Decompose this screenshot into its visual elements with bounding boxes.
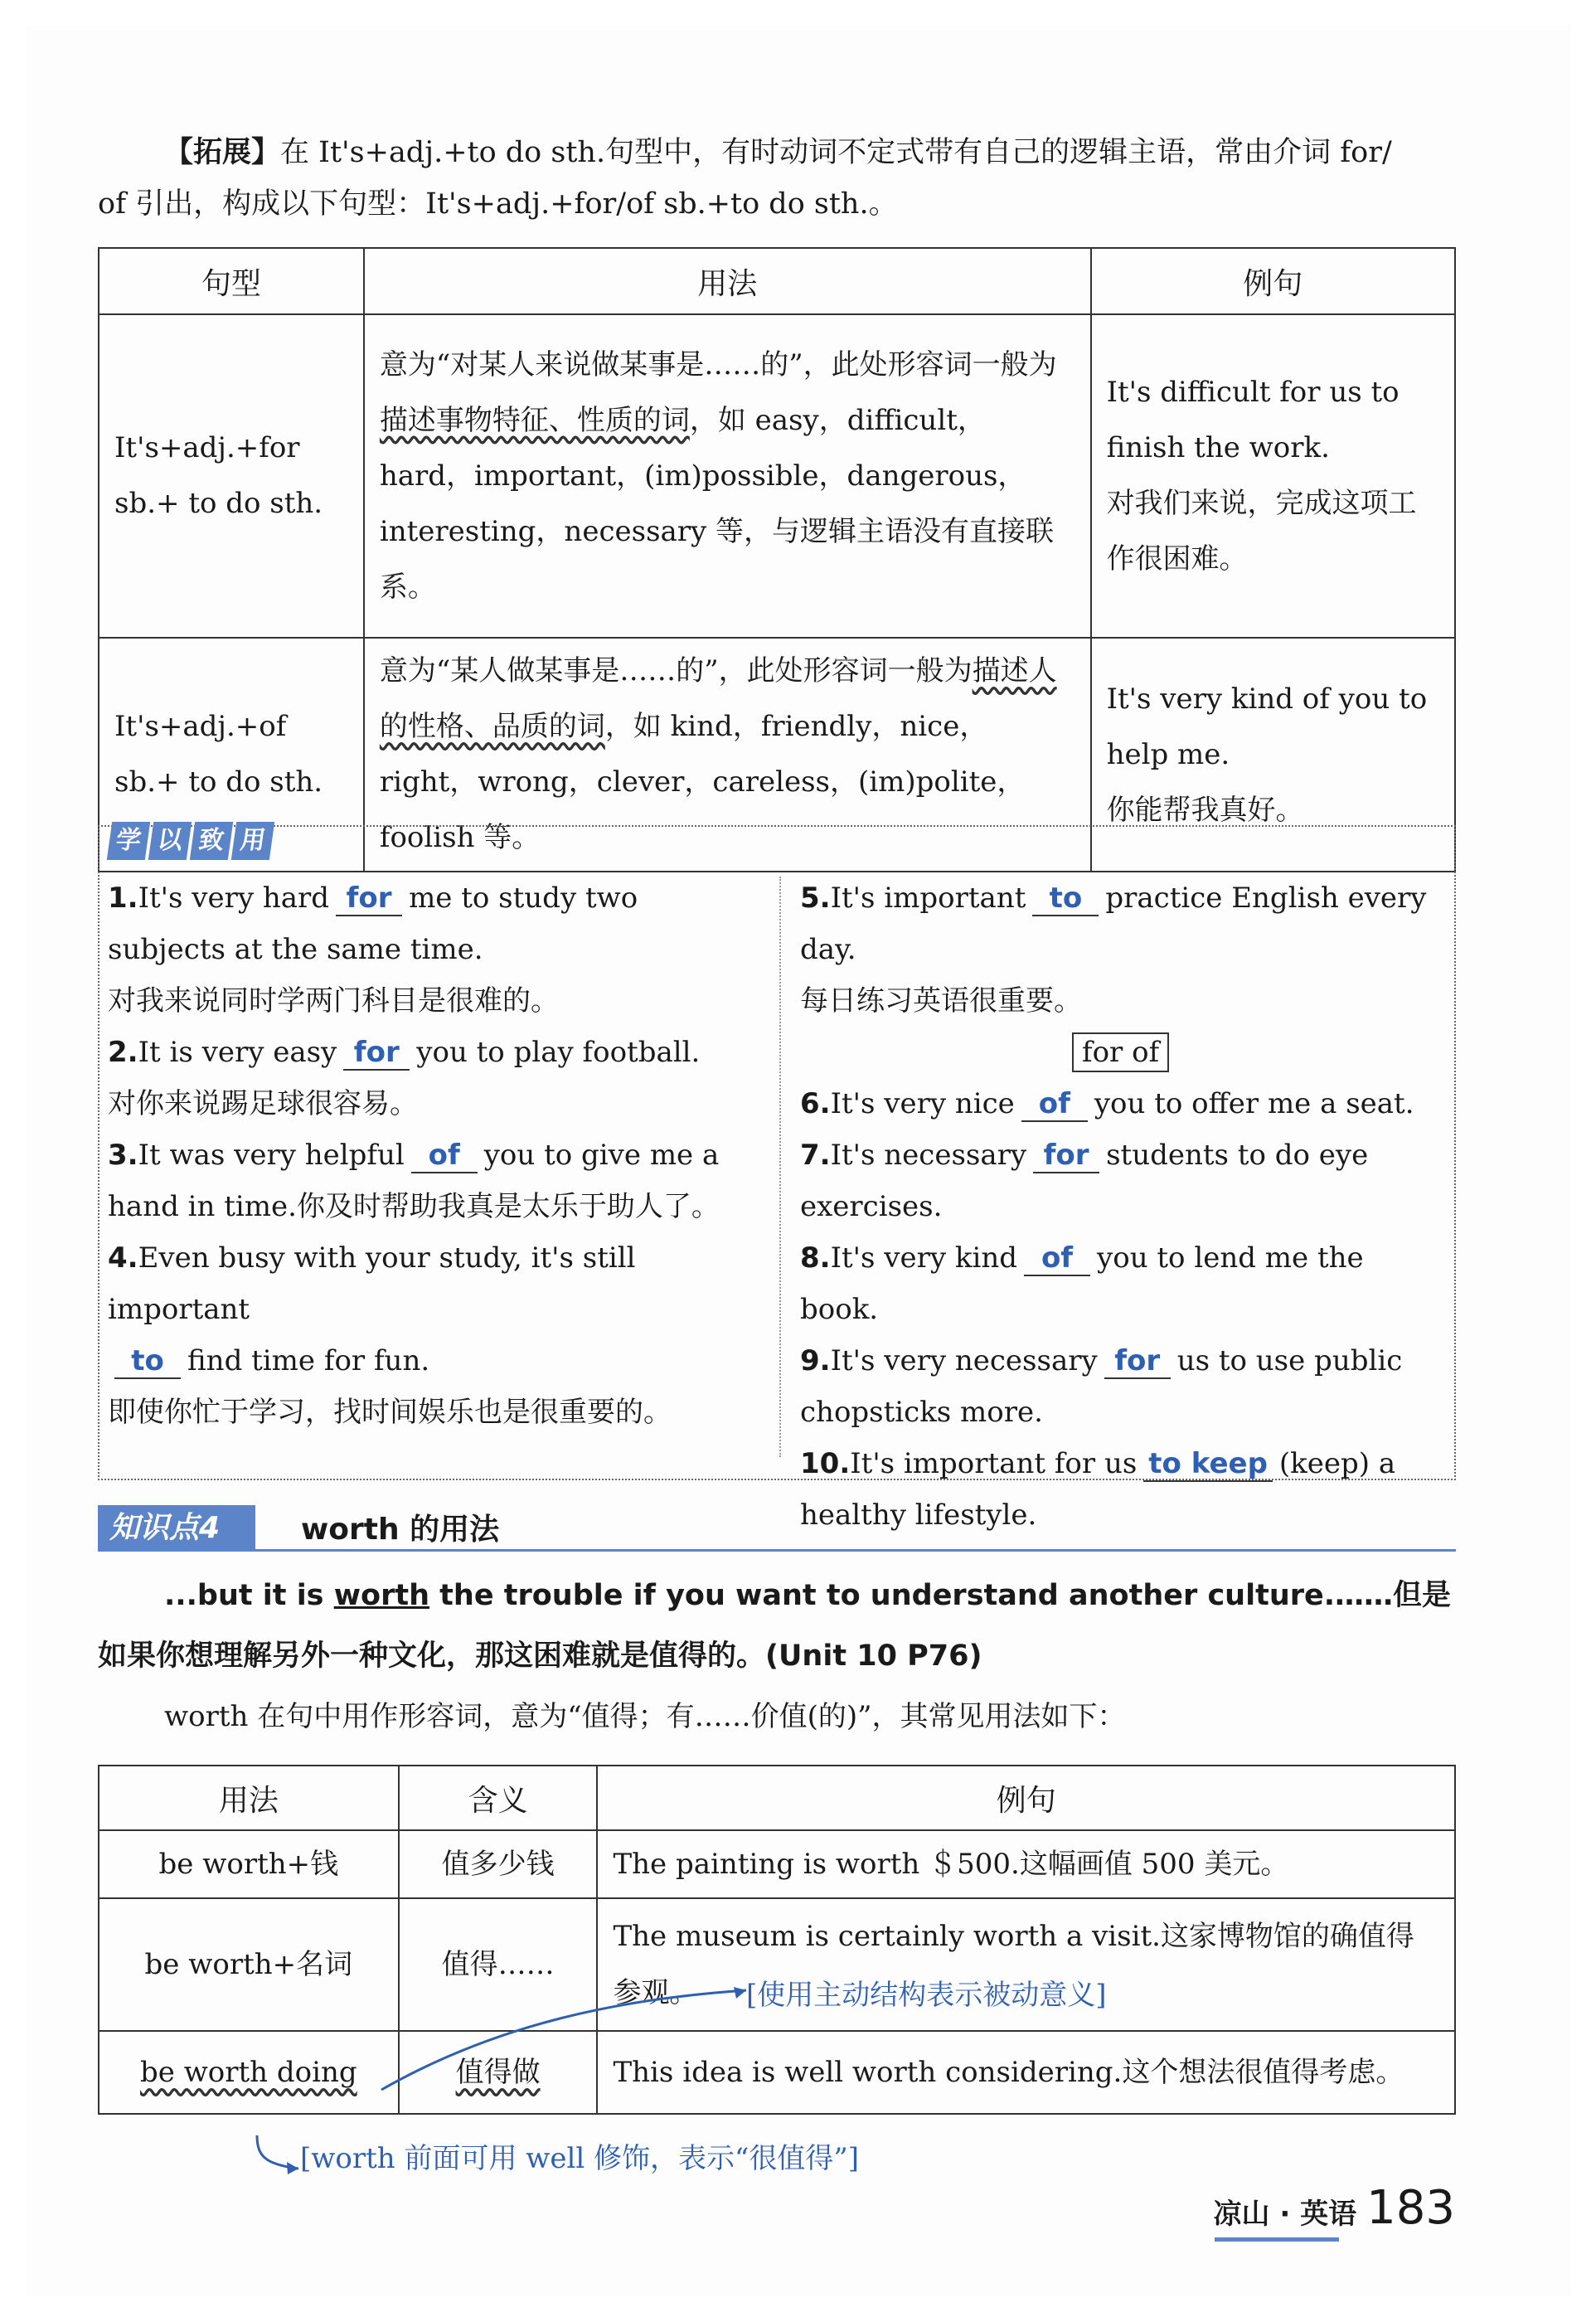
question-number: 9. bbox=[800, 1344, 831, 1377]
table-row bbox=[99, 314, 1455, 638]
exercise-right-column bbox=[800, 872, 1447, 1541]
options-box: for of bbox=[1072, 1032, 1169, 1072]
quote-keyword: worth bbox=[333, 1579, 429, 1612]
question-text: It's necessary bbox=[830, 1139, 1027, 1172]
question-number: 6. bbox=[800, 1087, 831, 1120]
arrowhead-well bbox=[287, 2162, 298, 2174]
question bbox=[800, 1335, 1447, 1438]
question-number: 3. bbox=[108, 1139, 138, 1172]
meaning-cell: 值得…… bbox=[399, 1898, 598, 2031]
intro-line1: 在 It's+adj.+to do sth.句型中，有时动词不定式带有自己的逻辑主语，常由介词 for/ bbox=[280, 136, 1392, 169]
question-number: 1. bbox=[108, 882, 138, 915]
pattern-cell: It's+adj.+of sb.+ to do sth. bbox=[99, 638, 364, 872]
answer-blank[interactable]: to bbox=[1032, 882, 1099, 916]
example-en: It's difficult for us to finish the work. bbox=[1106, 376, 1400, 464]
question-number: 7. bbox=[800, 1139, 831, 1172]
arrow-well bbox=[257, 2135, 298, 2169]
example-cell bbox=[1091, 314, 1455, 638]
answer-blank[interactable]: for bbox=[336, 882, 402, 916]
question bbox=[800, 872, 1447, 1027]
question-number: 8. bbox=[800, 1241, 831, 1275]
badge-char: 用 bbox=[231, 822, 274, 860]
question-text: you to play football. bbox=[416, 1036, 701, 1069]
page-footer bbox=[1214, 2181, 1455, 2235]
question-translation: 对你来说踢足球很容易。 bbox=[108, 1087, 418, 1120]
answer-blank[interactable]: of bbox=[411, 1139, 478, 1173]
question-number: 2. bbox=[108, 1036, 138, 1069]
options-row bbox=[800, 1027, 1447, 1078]
footer-label: 凉山 · 英语 bbox=[1213, 2198, 1357, 2231]
question-text: find time for fun. bbox=[187, 1344, 430, 1377]
question bbox=[800, 1232, 1447, 1335]
question-translation: 即使你忙于学习，找时间娱乐也是很重要的。 bbox=[108, 1396, 672, 1429]
question-text: students to do eye exercises. bbox=[800, 1139, 1369, 1223]
answer-blank[interactable]: of bbox=[1024, 1241, 1090, 1276]
table-row bbox=[99, 1830, 1455, 1898]
column-divider bbox=[779, 877, 781, 1457]
question-text: you to offer me a seat. bbox=[1094, 1087, 1414, 1120]
header-usage: 用法 bbox=[99, 1766, 399, 1830]
question-text: you to lend me the book. bbox=[800, 1241, 1364, 1326]
usage-cell: be worth+钱 bbox=[99, 1830, 399, 1898]
question-text: It was very helpful bbox=[138, 1139, 405, 1172]
textbook-quote bbox=[98, 1566, 1458, 1687]
answer-blank[interactable]: to keep bbox=[1143, 1447, 1273, 1482]
intro-line2: of 引出，构成以下句型：It's+adj.+for/of sb.+to do sth.。 bbox=[98, 187, 898, 221]
example-cell: The painting is worth ＄500.这幅画值 500 美元。 bbox=[597, 1830, 1455, 1898]
usage-text: 意为“某人做某事是……的”，此处形容词一般为 bbox=[379, 654, 973, 687]
question-translation: 对我来说同时学两门科目是很难的。 bbox=[108, 984, 559, 1018]
example-en: It's very kind of you to help me. bbox=[1106, 682, 1428, 771]
usage-emphasis: 描述事物特征、性质的词 bbox=[379, 403, 690, 437]
question-text: Even busy with your study, it's still important bbox=[108, 1241, 636, 1326]
example-cn: 你能帮我真好。 bbox=[1106, 793, 1304, 827]
header-example: 例句 bbox=[1091, 248, 1455, 314]
knowledge-point-header bbox=[98, 1505, 1456, 1552]
question-number: 5. bbox=[800, 882, 831, 915]
header-meaning: 含义 bbox=[399, 1766, 598, 1830]
knowledge-point-title: worth 的用法 bbox=[301, 1513, 500, 1547]
question-text: It's very nice bbox=[830, 1087, 1015, 1120]
usage-emphasis: 描述人的性格、品质的词 bbox=[379, 654, 1057, 743]
question-text: us to use public chopsticks more. bbox=[800, 1344, 1403, 1429]
page-number: 183 bbox=[1366, 2181, 1455, 2235]
usage-text: ，如 kind，friendly，nice，right，wrong，clever，careless，(im)polite，foolish 等。 bbox=[379, 710, 1026, 854]
meaning-cell: 值多少钱 bbox=[399, 1830, 598, 1898]
question-text: you to give me a hand in time. bbox=[108, 1139, 720, 1223]
usage-note: worth 在句中用作形容词，意为“值得；有……价值(的)”，其常见用法如下： bbox=[164, 1700, 1126, 1733]
intro-tag: 【拓展】 bbox=[164, 136, 281, 169]
annotation-passive: [使用主动结构表示被动意义] bbox=[746, 1979, 1107, 2012]
badge-char: 学 bbox=[107, 822, 150, 860]
example-cn: 对我们来说，完成这项工作很困难。 bbox=[1106, 487, 1417, 576]
question-text: It's very necessary bbox=[830, 1344, 1098, 1377]
usage-text: ，如 easy，difficult，hard，important，(im)possible，dangerous，interesting，necessary 等，与逻辑主语没有直接联系。 bbox=[379, 403, 1055, 604]
question bbox=[108, 1027, 763, 1129]
question-translation: 每日练习英语很重要。 bbox=[800, 984, 1082, 1018]
exercise-left-column bbox=[108, 872, 763, 1438]
footer-accent-line bbox=[1215, 2237, 1339, 2242]
question bbox=[800, 1078, 1447, 1129]
quote-text: ...but it is bbox=[164, 1579, 334, 1612]
exercise-badge bbox=[109, 822, 272, 860]
question-text: practice English every day. bbox=[800, 882, 1427, 966]
header-example: 例句 bbox=[597, 1766, 1455, 1830]
annotation-well: [worth 前面可用 well 修饰，表示“很值得”] bbox=[300, 2142, 860, 2175]
header-usage: 用法 bbox=[364, 248, 1091, 314]
header-pattern: 句型 bbox=[99, 248, 364, 314]
usage-cell bbox=[364, 314, 1091, 638]
question-text: (keep) a healthy lifestyle. bbox=[800, 1447, 1396, 1532]
question bbox=[108, 1232, 763, 1438]
arrow-passive bbox=[381, 1990, 746, 2090]
example-cell: This idea is well worth considering.这个想法很值得考虑。 bbox=[597, 2031, 1455, 2114]
question-translation: 你及时帮助我真是太乐于助人了。 bbox=[296, 1190, 720, 1223]
quote-text: the trouble if you want to understand another culture.……但是如果你想理解另外一种文化，那这困难就是值得的。(Unit 10 P76) bbox=[98, 1579, 1452, 1673]
answer-blank[interactable]: for bbox=[1104, 1344, 1171, 1379]
question-number: 4. bbox=[108, 1241, 138, 1275]
question-text: It's important bbox=[830, 882, 1026, 915]
question-text: It's very hard bbox=[138, 882, 330, 915]
usage-emphasis: be worth doing bbox=[140, 2056, 357, 2089]
answer-blank[interactable]: for bbox=[1033, 1139, 1099, 1173]
meaning-emphasis: 值得做 bbox=[455, 2056, 541, 2089]
badge-char: 以 bbox=[148, 822, 192, 860]
question-text: It's very kind bbox=[830, 1241, 1018, 1275]
question-text: It's important for us bbox=[850, 1447, 1138, 1480]
answer-blank[interactable]: for bbox=[343, 1036, 410, 1071]
pattern-cell: It's+adj.+for sb.+ to do sth. bbox=[99, 314, 364, 638]
question bbox=[108, 872, 763, 1027]
usage-text: 意为“对某人来说做某事是……的”，此处形容词一般为 bbox=[379, 347, 1057, 381]
question-text: me to study two subjects at the same time. bbox=[108, 882, 638, 966]
question bbox=[108, 1129, 763, 1232]
question bbox=[800, 1129, 1447, 1232]
answer-blank[interactable]: to bbox=[114, 1344, 181, 1379]
sentence-pattern-table bbox=[98, 247, 1456, 872]
intro-paragraph bbox=[98, 124, 1458, 181]
knowledge-point-badge: 知识点4 bbox=[98, 1505, 255, 1552]
usage-cell: be worth+名词 bbox=[99, 1898, 399, 2031]
example-cell: The museum is certainly worth a visit.这家博物馆的确值得参观。 bbox=[597, 1898, 1455, 2031]
answer-blank[interactable]: of bbox=[1021, 1087, 1088, 1122]
question-text: It is very easy bbox=[138, 1036, 337, 1069]
badge-char: 致 bbox=[190, 822, 233, 860]
question-number: 10. bbox=[800, 1447, 851, 1480]
